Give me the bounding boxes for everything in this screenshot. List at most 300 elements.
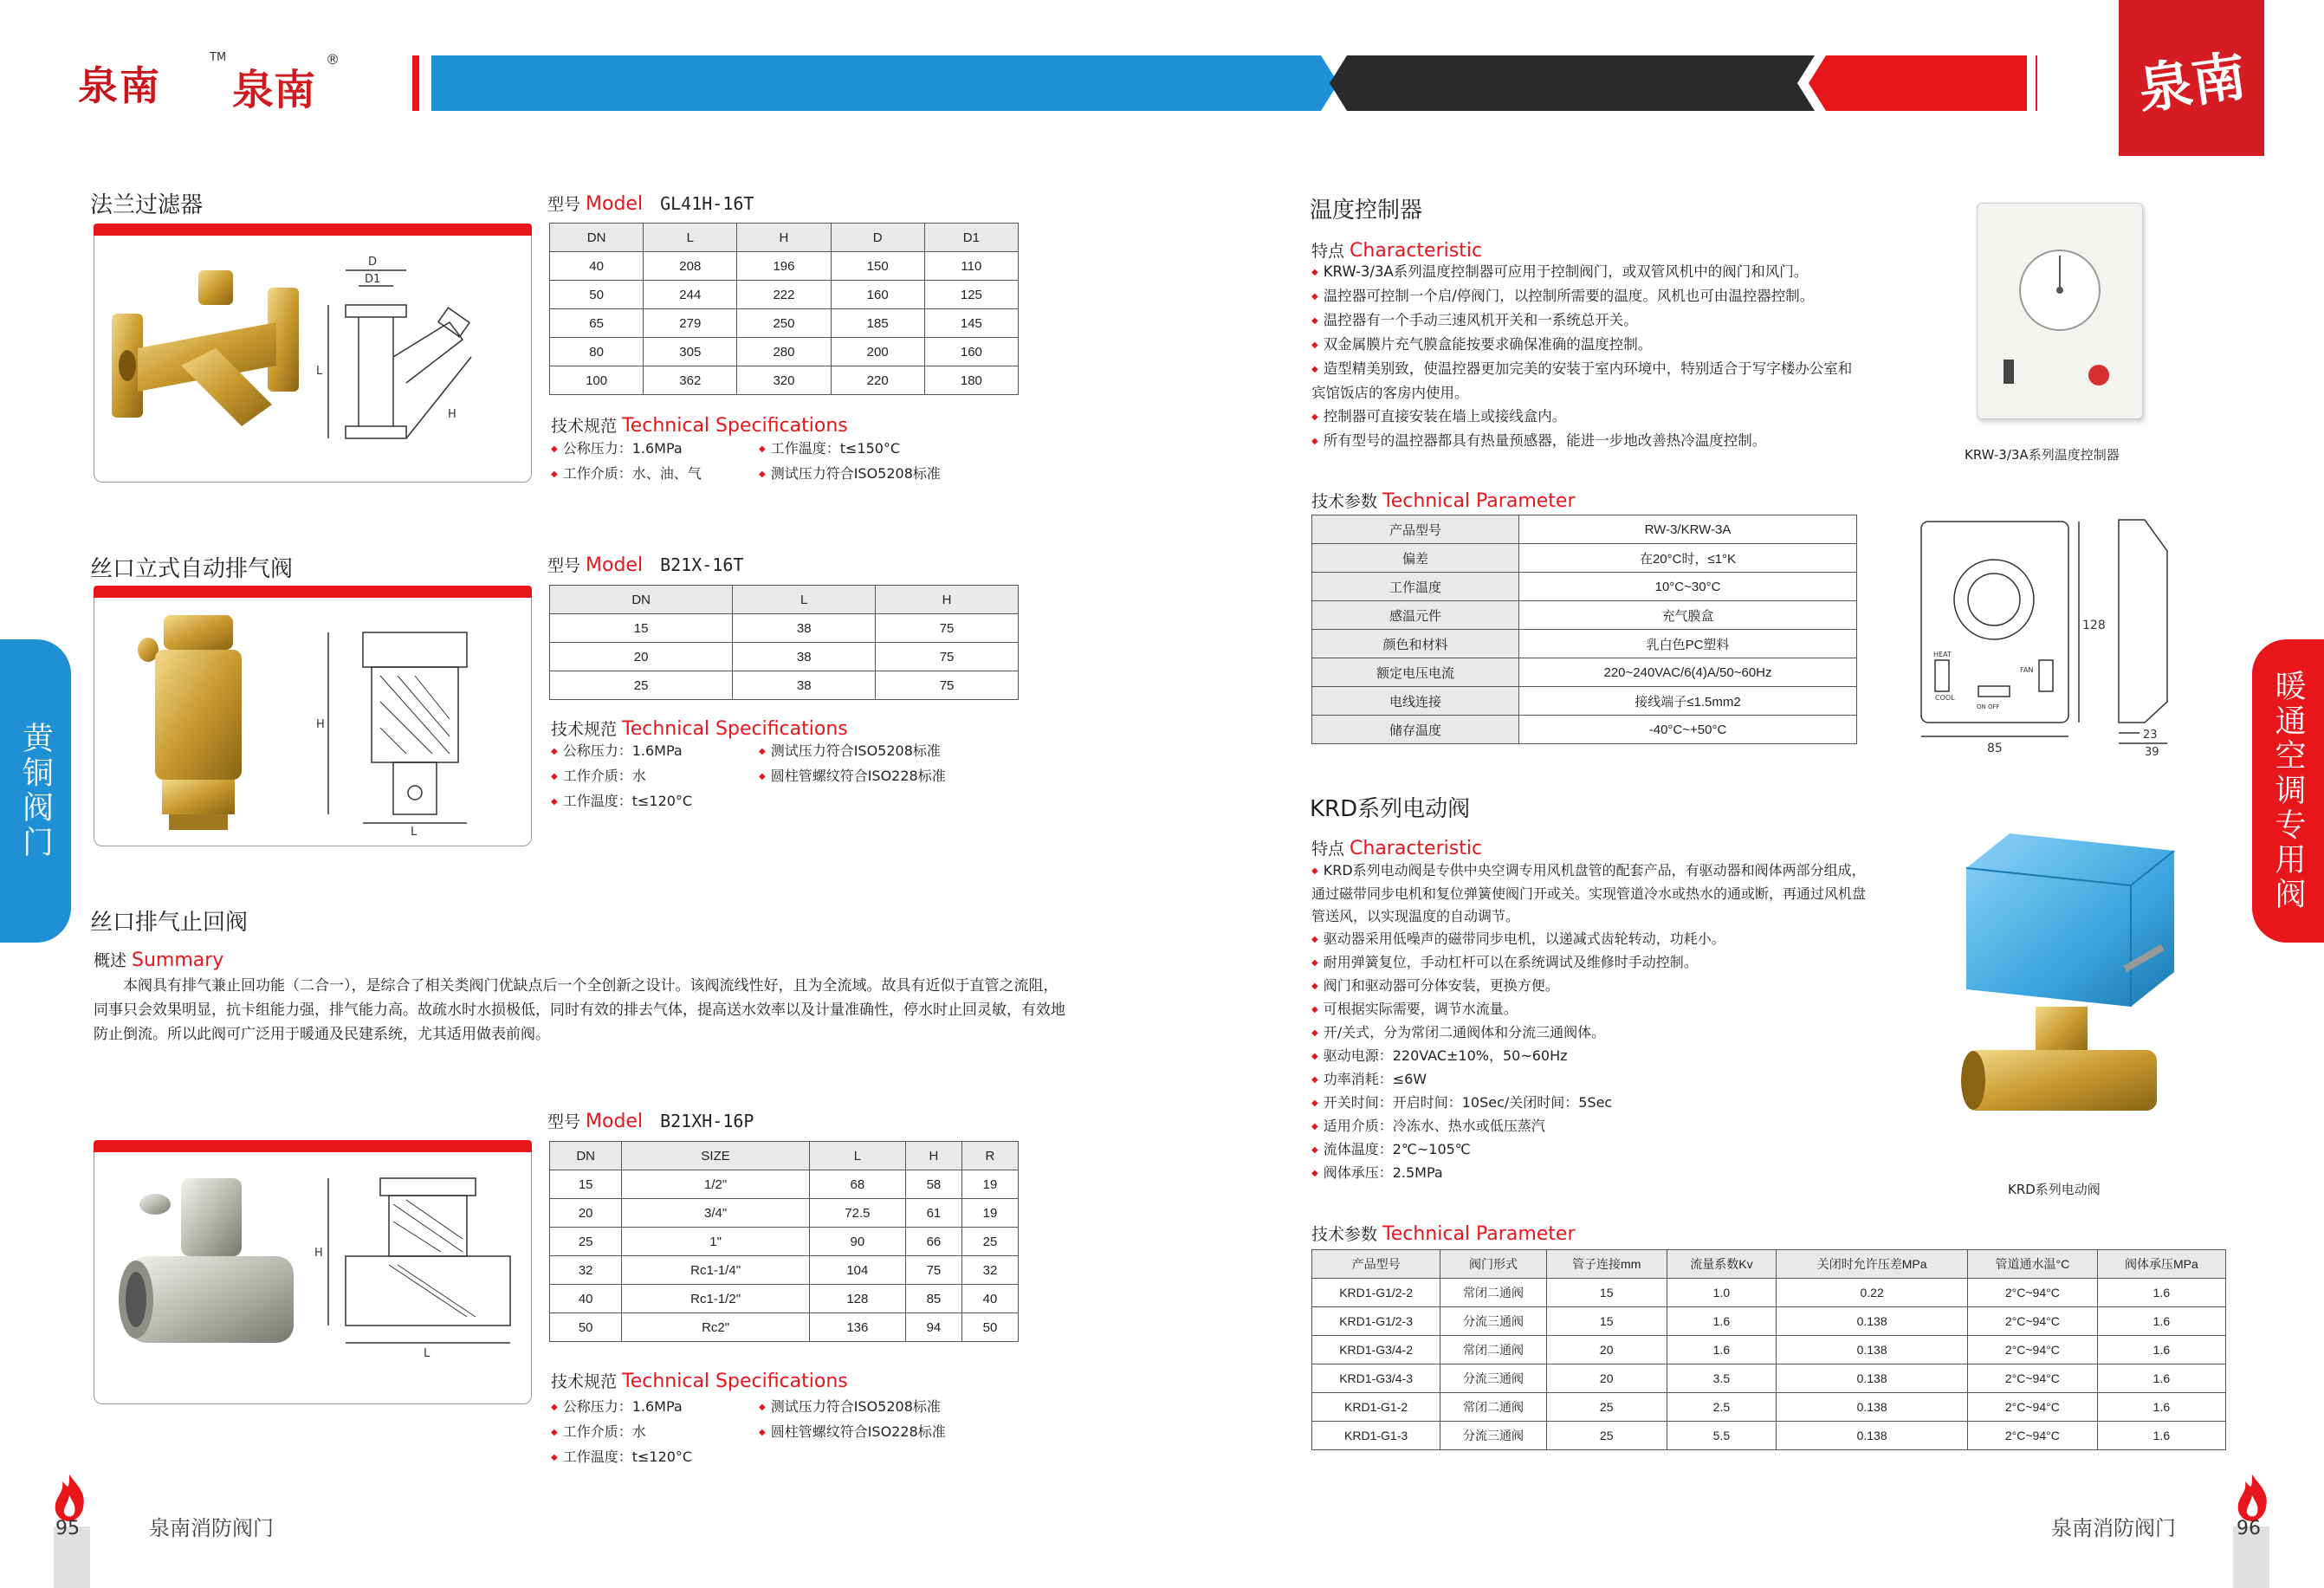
table-cell: 150 bbox=[831, 252, 924, 281]
table-cell: 180 bbox=[924, 366, 1018, 395]
table-row bbox=[550, 1313, 1019, 1342]
summary-text: 本阀具有排气兼止回功能（二合一），是综合了相关类阀门优缺点后一个全创新之设计。该阀流线性好，且为全流域。故具有近似于直管之流阻，同事只会效果明显，抗卡组能力强，排气能力高。故疏水时水损极低，同时有效的排去气体，提高送水效率以及计量准确性，停水时止回灵敏，有效地防止倒流。所以此阀可广泛用于暖通及民建系统，尤其适用做表前阀。 bbox=[94, 977, 1065, 1043]
logo-mark bbox=[78, 55, 217, 109]
table-row bbox=[1312, 515, 1857, 544]
table-cell: 1.6 bbox=[2097, 1364, 2225, 1393]
side-tab-hvac bbox=[2252, 639, 2324, 943]
thermo-feature: ◆ 温控器有一个手动三速风机开关和一系统总开关。 bbox=[1311, 308, 1857, 333]
krd-feature: ◆ 开关时间：开启时间：10Sec/关闭时间：5Sec bbox=[1311, 1092, 1866, 1115]
table-cell: 20 bbox=[550, 643, 733, 671]
table-cell: 75 bbox=[876, 671, 1019, 700]
airvent-model-heading bbox=[547, 553, 743, 576]
banner-red bbox=[1809, 55, 2027, 111]
table-cell: 25 bbox=[1546, 1393, 1667, 1422]
table-cell: 偏差 bbox=[1312, 544, 1519, 573]
table-cell: -40°C~+50°C bbox=[1519, 716, 1857, 744]
thermo-feature-list bbox=[1311, 260, 1857, 453]
banner-red-left bbox=[412, 55, 419, 111]
krd-feature: ◆ 阀门和驱动器可分体安装，更换方便。 bbox=[1311, 975, 1866, 998]
flame-icon-left bbox=[49, 1473, 90, 1523]
tm-mark: TM bbox=[210, 51, 227, 64]
svg-text:D1: D1 bbox=[365, 273, 381, 286]
table-cell: 1.6 bbox=[2097, 1279, 2225, 1307]
table-cell: 2°C~94°C bbox=[1967, 1422, 2097, 1450]
table-cell: DN bbox=[550, 586, 733, 614]
thermostat-drawing bbox=[1918, 516, 2178, 759]
table-cell: 50 bbox=[550, 281, 644, 309]
filter-spec-list bbox=[551, 437, 1036, 487]
table-cell: SIZE bbox=[622, 1142, 809, 1170]
table-cell: 分流三通阀 bbox=[1440, 1364, 1547, 1393]
table-row bbox=[1312, 573, 1857, 601]
table-cell: 75 bbox=[876, 643, 1019, 671]
table-cell: 乳白色PC塑料 bbox=[1519, 630, 1857, 658]
table-cell: 阀体承压MPa bbox=[2097, 1250, 2225, 1279]
table-row bbox=[1312, 1279, 2226, 1307]
table-row bbox=[550, 614, 1019, 643]
thermo-feature: ◆ 温控器可控制一个启/停阀门，以控制所需要的温度。风机也可由温控器控制。 bbox=[1311, 284, 1857, 308]
filter-spec-item: ◆ 公称压力：1.6MPa bbox=[551, 437, 759, 462]
table-row bbox=[550, 366, 1019, 395]
table-cell: 5.5 bbox=[1667, 1422, 1777, 1450]
table-cell: 38 bbox=[733, 614, 876, 643]
filter-title: 法兰过滤器 bbox=[90, 192, 204, 218]
table-cell: 15 bbox=[550, 1170, 622, 1199]
param-label-cn: 技术参数 bbox=[1311, 1225, 1378, 1244]
table-cell: 222 bbox=[737, 281, 831, 309]
table-cell: 50 bbox=[961, 1313, 1018, 1342]
table-header-row bbox=[550, 224, 1019, 252]
check-spec-list bbox=[551, 1395, 1036, 1470]
table-cell: H bbox=[876, 586, 1019, 614]
model-label-cn: 型号 bbox=[547, 556, 581, 575]
table-cell: 200 bbox=[831, 338, 924, 366]
check-model-heading bbox=[547, 1109, 754, 1132]
table-cell: 25 bbox=[550, 1228, 622, 1256]
table-cell: 68 bbox=[809, 1170, 905, 1199]
thermo-heat-label: HEAT bbox=[1933, 651, 1952, 658]
table-cell: Rc2" bbox=[622, 1313, 809, 1342]
thermo-feature: ◆ 控制器可直接安装在墙上或接线盒内。 bbox=[1311, 405, 1857, 429]
table-cell: 1" bbox=[622, 1228, 809, 1256]
thermostat-dial bbox=[2017, 247, 2103, 334]
krd-feature: ◆ 功率消耗：≤6W bbox=[1311, 1068, 1866, 1092]
filter-image-bar bbox=[94, 224, 532, 236]
table-cell: KRD1-G1-3 bbox=[1312, 1422, 1440, 1450]
table-cell: 20 bbox=[1546, 1336, 1667, 1364]
side-tab-brass bbox=[0, 639, 71, 943]
table-cell: 常闭二通阀 bbox=[1440, 1336, 1547, 1364]
table-cell: 19 bbox=[961, 1170, 1018, 1199]
reg-mark: ® bbox=[326, 51, 340, 68]
spec-label-cn: 技术规范 bbox=[551, 417, 618, 436]
table-cell: 0.138 bbox=[1777, 1422, 1968, 1450]
krd-title: KRD系列电动阀 bbox=[1310, 796, 1471, 822]
table-cell: D bbox=[831, 224, 924, 252]
model-label-en: Model bbox=[586, 1111, 644, 1132]
table-row bbox=[550, 671, 1019, 700]
spec-label-en: Technical Specifications bbox=[622, 1371, 848, 1392]
table-row bbox=[550, 338, 1019, 366]
table-cell: 25 bbox=[961, 1228, 1018, 1256]
char-label-cn: 特点 bbox=[1311, 839, 1345, 859]
krd-feature: ◆ 阀体承压：2.5MPa bbox=[1311, 1162, 1866, 1185]
table-row bbox=[1312, 1336, 2226, 1364]
table-cell: 0.138 bbox=[1777, 1307, 1968, 1336]
thermo-width-dim: 85 bbox=[1987, 742, 2003, 755]
table-cell: 128 bbox=[809, 1285, 905, 1313]
table-cell: 流量系数Kv bbox=[1667, 1250, 1777, 1279]
table-cell: 电线连接 bbox=[1312, 687, 1519, 716]
krd-param-heading bbox=[1311, 1222, 1576, 1245]
table-row bbox=[550, 1170, 1019, 1199]
table-cell: 0.138 bbox=[1777, 1364, 1968, 1393]
airvent-title: 丝口立式自动排气阀 bbox=[90, 556, 294, 582]
table-cell: L bbox=[809, 1142, 905, 1170]
krd-valve-image bbox=[1949, 825, 2191, 1154]
table-row bbox=[550, 252, 1019, 281]
table-cell: 80 bbox=[550, 338, 644, 366]
header-banner bbox=[407, 55, 2278, 111]
table-row bbox=[1312, 658, 1857, 687]
krd-feature: ◆ 适用介质：冷冻水、热水或低压蒸汽 bbox=[1311, 1115, 1866, 1138]
filter-product-image bbox=[112, 270, 302, 452]
table-cell: 320 bbox=[737, 366, 831, 395]
table-cell: DN bbox=[550, 224, 644, 252]
table-cell: 0.138 bbox=[1777, 1336, 1968, 1364]
table-cell: 305 bbox=[644, 338, 737, 366]
table-cell: 110 bbox=[924, 252, 1018, 281]
param-label-en: Technical Parameter bbox=[1382, 490, 1576, 512]
table-row bbox=[1312, 630, 1857, 658]
table-cell: 20 bbox=[550, 1199, 622, 1228]
table-cell: 72.5 bbox=[809, 1199, 905, 1228]
table-cell: 38 bbox=[733, 671, 876, 700]
thermo-height-dim: 128 bbox=[2082, 619, 2106, 632]
svg-text:H: H bbox=[316, 718, 325, 731]
table-cell: 分流三通阀 bbox=[1440, 1307, 1547, 1336]
spec-label-en: Technical Specifications bbox=[622, 415, 848, 437]
table-cell: 75 bbox=[876, 614, 1019, 643]
page-number-right: 96 bbox=[2237, 1518, 2261, 1539]
krd-feature-list bbox=[1311, 859, 1866, 1185]
filter-spec-item: ◆ 工作温度：t≤150°C bbox=[759, 437, 900, 462]
thermo-title: 温度控制器 bbox=[1310, 198, 1423, 224]
summary-label-en: Summary bbox=[132, 950, 224, 971]
table-row bbox=[1312, 1422, 2226, 1450]
table-cell: 产品型号 bbox=[1312, 515, 1519, 544]
table-row bbox=[1312, 544, 1857, 573]
summary-label-cn: 概述 bbox=[94, 951, 127, 970]
banner-blue bbox=[431, 55, 1338, 111]
krd-param-table bbox=[1311, 1249, 2226, 1450]
table-cell: 66 bbox=[905, 1228, 961, 1256]
table-cell: 1.6 bbox=[1667, 1307, 1777, 1336]
spec-label-cn: 技术规范 bbox=[551, 720, 618, 739]
table-cell: Rc1-1/4" bbox=[622, 1256, 809, 1285]
param-label-en: Technical Parameter bbox=[1382, 1223, 1576, 1245]
param-label-cn: 技术参数 bbox=[1311, 492, 1378, 511]
table-cell: 3/4" bbox=[622, 1199, 809, 1228]
table-row bbox=[550, 1256, 1019, 1285]
table-row bbox=[550, 309, 1019, 338]
krd-feature: ◆ 耐用弹簧复位，手动杠杆可以在系统调试及维修时手动控制。 bbox=[1311, 951, 1866, 975]
table-cell: L bbox=[644, 224, 737, 252]
table-cell: 94 bbox=[905, 1313, 961, 1342]
table-cell: 125 bbox=[924, 281, 1018, 309]
table-cell: Rc1-1/2" bbox=[622, 1285, 809, 1313]
check-spec-heading bbox=[551, 1369, 848, 1392]
table-cell: 20 bbox=[1546, 1364, 1667, 1393]
summary-heading bbox=[94, 948, 223, 971]
char-label-en: Characteristic bbox=[1350, 240, 1483, 262]
table-cell: H bbox=[905, 1142, 961, 1170]
table-cell: KRD1-G3/4-3 bbox=[1312, 1364, 1440, 1393]
check-title: 丝口排气止回阀 bbox=[90, 910, 249, 936]
table-cell: 25 bbox=[550, 671, 733, 700]
table-cell: 工作温度 bbox=[1312, 573, 1519, 601]
airvent-spec-item: ◆ 工作介质：水 bbox=[551, 764, 759, 789]
table-cell: 100 bbox=[550, 366, 644, 395]
table-cell: R bbox=[961, 1142, 1018, 1170]
table-cell: H bbox=[737, 224, 831, 252]
thermo-char-heading bbox=[1311, 238, 1482, 262]
page-number-left: 95 bbox=[55, 1518, 80, 1539]
airvent-spec-item: ◆ 圆柱管螺纹符合ISO228标准 bbox=[759, 764, 946, 789]
table-row bbox=[550, 1199, 1019, 1228]
table-cell: 储存温度 bbox=[1312, 716, 1519, 744]
check-drawing bbox=[311, 1170, 528, 1386]
table-cell: 管子连接mm bbox=[1546, 1250, 1667, 1279]
table-cell: 160 bbox=[924, 338, 1018, 366]
thermo-cool-label: COOL bbox=[1935, 694, 1955, 702]
check-spec-item: ◆ 测试压力符合ISO5208标准 bbox=[759, 1395, 941, 1420]
table-cell: D1 bbox=[924, 224, 1018, 252]
airvent-spec-table bbox=[549, 585, 1019, 700]
svg-text:H: H bbox=[314, 1247, 323, 1260]
table-cell: 208 bbox=[644, 252, 737, 281]
table-cell: 38 bbox=[733, 643, 876, 671]
table-cell: 充气膜盒 bbox=[1519, 601, 1857, 630]
thermo-feature: ◆ KRW-3/3A系列温度控制器可应用于控制阀门，或双管风机中的阀门和风门。 bbox=[1311, 260, 1857, 284]
thermostat-switch bbox=[2004, 360, 2014, 384]
filter-model-heading bbox=[547, 191, 754, 215]
table-cell: 2°C~94°C bbox=[1967, 1336, 2097, 1364]
spec-label-en: Technical Specifications bbox=[622, 718, 848, 740]
model-code: B21X-16T bbox=[660, 554, 744, 575]
table-row bbox=[550, 1228, 1019, 1256]
filter-drawing bbox=[311, 253, 528, 470]
brand-logo bbox=[78, 48, 340, 114]
table-cell: L bbox=[733, 586, 876, 614]
table-cell: 2°C~94°C bbox=[1967, 1364, 2097, 1393]
table-cell: 85 bbox=[905, 1285, 961, 1313]
table-header-row bbox=[550, 1142, 1019, 1170]
logo-badge-text: 泉南 bbox=[2134, 43, 2250, 121]
table-row bbox=[1312, 1307, 2226, 1336]
airvent-product-image bbox=[138, 615, 259, 832]
table-cell: RW-3/KRW-3A bbox=[1519, 515, 1857, 544]
table-cell: 50 bbox=[550, 1313, 622, 1342]
footer-left-text: 泉南消防阀门 bbox=[149, 1516, 274, 1540]
model-label-cn: 型号 bbox=[547, 195, 581, 214]
table-cell: 65 bbox=[550, 309, 644, 338]
char-label-cn: 特点 bbox=[1311, 242, 1345, 261]
table-cell: 75 bbox=[905, 1256, 961, 1285]
table-cell: 1.6 bbox=[2097, 1336, 2225, 1364]
svg-text:H: H bbox=[448, 408, 456, 421]
table-cell: 40 bbox=[550, 252, 644, 281]
table-cell: 1/2" bbox=[622, 1170, 809, 1199]
table-cell: 阀门形式 bbox=[1440, 1250, 1547, 1279]
table-cell: 244 bbox=[644, 281, 737, 309]
check-image-box bbox=[94, 1152, 532, 1404]
thermo-param-table bbox=[1311, 515, 1857, 744]
thermo-feature: ◆ 造型精美别致，使温控器更加完美的安装于室内环境中，特别适合于写字楼办公室和宾馆饭店的客房内使用。 bbox=[1311, 357, 1857, 405]
table-cell: 在20°C时，≤1°K bbox=[1519, 544, 1857, 573]
table-cell: 25 bbox=[1546, 1422, 1667, 1450]
table-cell: 40 bbox=[961, 1285, 1018, 1313]
table-cell: 90 bbox=[809, 1228, 905, 1256]
table-cell: KRD1-G1/2-2 bbox=[1312, 1279, 1440, 1307]
thermostat-button bbox=[2088, 365, 2109, 386]
table-cell: 15 bbox=[1546, 1279, 1667, 1307]
filter-spec-item: ◆ 测试压力符合ISO5208标准 bbox=[759, 462, 941, 487]
table-cell: 58 bbox=[905, 1170, 961, 1199]
thermo-depth2-dim: 39 bbox=[2145, 746, 2159, 759]
table-cell: KRD1-G1-2 bbox=[1312, 1393, 1440, 1422]
table-cell: 15 bbox=[1546, 1307, 1667, 1336]
table-cell: 145 bbox=[924, 309, 1018, 338]
table-cell: 0.138 bbox=[1777, 1393, 1968, 1422]
table-cell: 279 bbox=[644, 309, 737, 338]
table-cell: 160 bbox=[831, 281, 924, 309]
airvent-spec-item: ◆ 测试压力符合ISO5208标准 bbox=[759, 739, 941, 764]
model-label-en: Model bbox=[586, 193, 644, 215]
check-spec-item: ◆ 公称压力：1.6MPa bbox=[551, 1395, 759, 1420]
table-cell: 196 bbox=[737, 252, 831, 281]
table-row bbox=[550, 1285, 1019, 1313]
table-cell: 32 bbox=[961, 1256, 1018, 1285]
thermostat-image bbox=[1977, 203, 2143, 419]
table-cell: 产品型号 bbox=[1312, 1250, 1440, 1279]
check-image-bar bbox=[94, 1140, 532, 1152]
table-cell: 32 bbox=[550, 1256, 622, 1285]
krd-char-heading bbox=[1311, 836, 1482, 859]
table-cell: 3.5 bbox=[1667, 1364, 1777, 1393]
table-cell: 280 bbox=[737, 338, 831, 366]
thermo-onoff-label: ON OFF bbox=[1977, 703, 2000, 710]
side-tab-hvac-label: 暖通空调专用阀 bbox=[2270, 670, 2306, 912]
table-cell: 362 bbox=[644, 366, 737, 395]
table-cell: 额定电压电流 bbox=[1312, 658, 1519, 687]
table-cell: 10°C~30°C bbox=[1519, 573, 1857, 601]
thermo-param-heading bbox=[1311, 489, 1576, 512]
check-spec-item: ◆ 工作介质：水 bbox=[551, 1420, 759, 1445]
table-cell: 40 bbox=[550, 1285, 622, 1313]
char-label-en: Characteristic bbox=[1350, 838, 1483, 859]
filter-spec-heading bbox=[551, 413, 848, 437]
table-cell: DN bbox=[550, 1142, 622, 1170]
table-cell: 0.22 bbox=[1777, 1279, 1968, 1307]
table-row bbox=[1312, 687, 1857, 716]
flame-icon-right bbox=[2231, 1473, 2273, 1523]
airvent-spec-list bbox=[551, 739, 1036, 814]
table-cell: 104 bbox=[809, 1256, 905, 1285]
banner-black bbox=[1330, 55, 1815, 111]
banner-divider bbox=[2036, 55, 2037, 111]
krd-feature: ◆ 流体温度：2℃~105℃ bbox=[1311, 1138, 1866, 1162]
thermo-feature: ◆ 所有型号的温控器都具有热量预感器，能进一步地改善热冷温度控制。 bbox=[1311, 429, 1857, 453]
filter-image-box bbox=[94, 236, 532, 483]
table-cell: 19 bbox=[961, 1199, 1018, 1228]
table-cell: 颜色和材料 bbox=[1312, 630, 1519, 658]
table-cell: 1.6 bbox=[2097, 1307, 2225, 1336]
table-row bbox=[1312, 601, 1857, 630]
table-cell: 管道通水温°C bbox=[1967, 1250, 2097, 1279]
table-cell: 1.6 bbox=[1667, 1336, 1777, 1364]
table-header-row bbox=[1312, 1250, 2226, 1279]
svg-text:D: D bbox=[368, 256, 378, 269]
krd-feature: ◆ 可根据实际需要，调节水流量。 bbox=[1311, 998, 1866, 1021]
svg-text:L: L bbox=[411, 826, 418, 839]
krd-feature: ◆ KRD系列电动阀是专供中央空调专用风机盘管的配套产品，有驱动器和阀体两部分组成，通过磁带同步电机和复位弹簧使阀门开或关。实现管道冷水或热水的通或断，再通过风机盘管送风，以实现温度的自动调节。 bbox=[1311, 859, 1866, 928]
table-row bbox=[1312, 1364, 2226, 1393]
model-label-en: Model bbox=[586, 554, 644, 576]
krd-caption: KRD系列电动阀 bbox=[2008, 1182, 2101, 1197]
table-cell: 1.6 bbox=[2097, 1393, 2225, 1422]
table-cell: 61 bbox=[905, 1199, 961, 1228]
table-cell: 1.0 bbox=[1667, 1279, 1777, 1307]
airvent-spec-item: ◆ 工作温度：t≤120°C bbox=[551, 789, 1036, 814]
table-cell: 2°C~94°C bbox=[1967, 1393, 2097, 1422]
thermo-caption: KRW-3/3A系列温度控制器 bbox=[1965, 447, 2120, 463]
check-product-image bbox=[112, 1178, 302, 1386]
filter-spec-table bbox=[549, 223, 1019, 395]
svg-text:L: L bbox=[424, 1347, 430, 1360]
table-cell: 关闭时允许压差MPa bbox=[1777, 1250, 1968, 1279]
table-cell: KRD1-G1/2-3 bbox=[1312, 1307, 1440, 1336]
table-cell: 分流三通阀 bbox=[1440, 1422, 1547, 1450]
logo-mark-text: 泉南 bbox=[78, 62, 161, 109]
model-code: B21XH-16P bbox=[660, 1111, 754, 1131]
thermo-feature: ◆ 双金属膜片充气膜盒能按要求确保准确的温度控制。 bbox=[1311, 333, 1857, 357]
table-cell: 136 bbox=[809, 1313, 905, 1342]
krd-feature: ◆ 驱动电源：220VAC±10%，50~60Hz bbox=[1311, 1045, 1866, 1068]
brand-name: 泉南 bbox=[232, 66, 316, 114]
airvent-image-bar bbox=[94, 586, 532, 598]
table-row bbox=[550, 643, 1019, 671]
airvent-drawing bbox=[311, 615, 528, 839]
table-row bbox=[1312, 716, 1857, 744]
table-cell: 2°C~94°C bbox=[1967, 1279, 2097, 1307]
model-code: GL41H-16T bbox=[660, 193, 754, 214]
check-spec-item: ◆ 工作温度：t≤120°C bbox=[551, 1445, 1036, 1470]
table-cell: 250 bbox=[737, 309, 831, 338]
table-row bbox=[550, 281, 1019, 309]
model-label-cn: 型号 bbox=[547, 1112, 581, 1131]
table-header-row bbox=[550, 586, 1019, 614]
airvent-image-box bbox=[94, 598, 532, 846]
check-spec-item: ◆ 圆柱管螺纹符合ISO228标准 bbox=[759, 1420, 946, 1445]
krd-feature: ◆ 驱动器采用低噪声的磁带同步电机，以递减式齿轮转动，功耗小。 bbox=[1311, 928, 1866, 951]
airvent-spec-item: ◆ 公称压力：1.6MPa bbox=[551, 739, 759, 764]
svg-text:L: L bbox=[316, 365, 323, 378]
krd-feature: ◆ 开/关式，分为常闭二通阀体和分流三通阀体。 bbox=[1311, 1021, 1866, 1045]
thermo-fan-label: FAN bbox=[2020, 666, 2034, 674]
table-cell: 15 bbox=[550, 614, 733, 643]
table-cell: KRD1-G3/4-2 bbox=[1312, 1336, 1440, 1364]
